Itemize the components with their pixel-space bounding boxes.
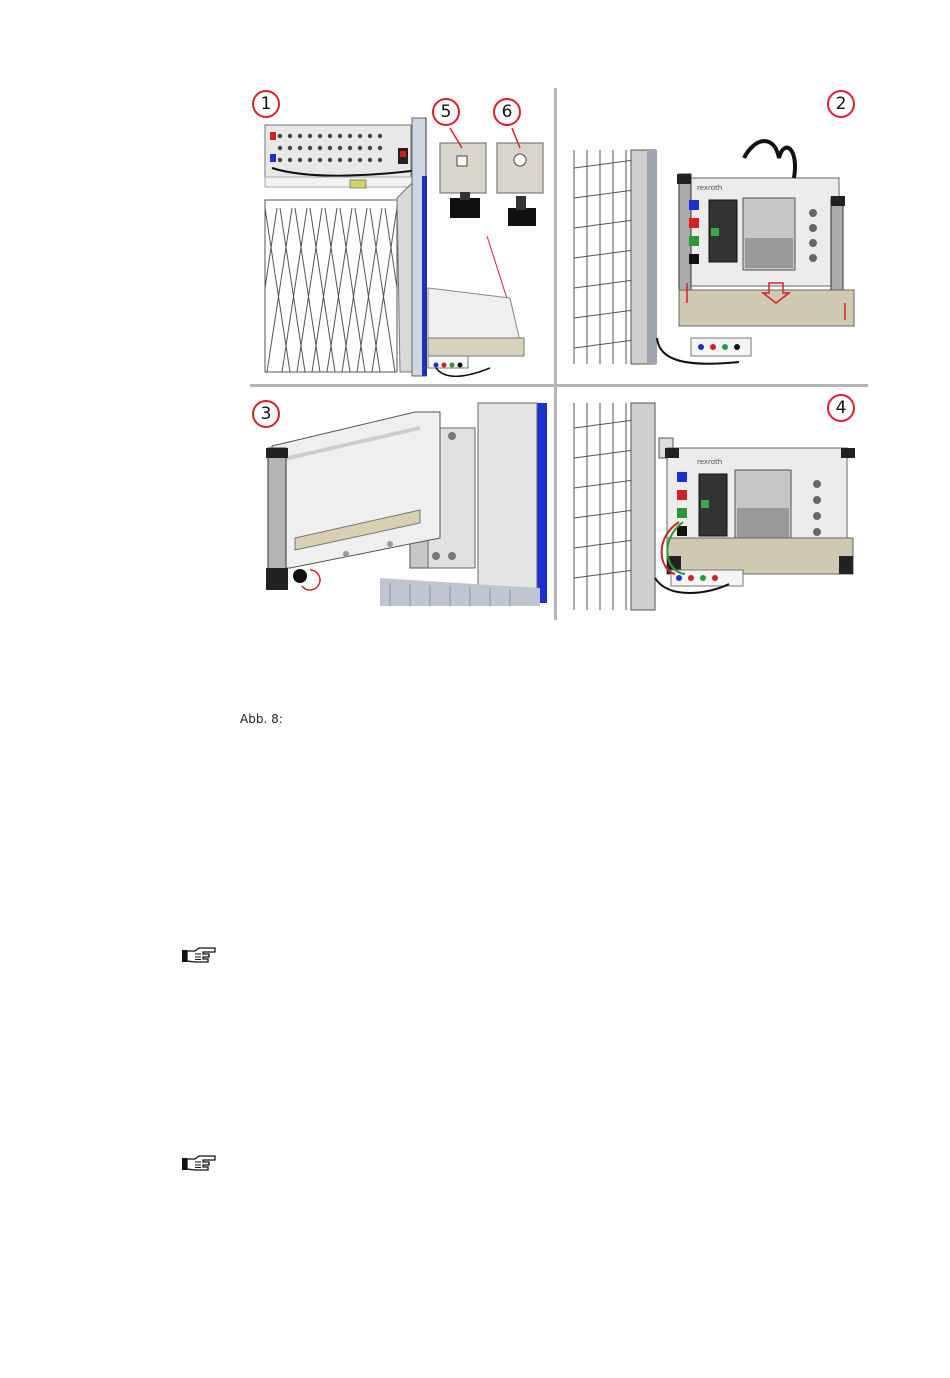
brand-label: rexroth [697, 184, 723, 192]
horizontal-divider [250, 384, 868, 387]
panel-1-image [250, 88, 552, 382]
assembly-figure [250, 88, 868, 620]
panel-2-image [559, 88, 868, 382]
callout-2: 2 [827, 90, 855, 118]
panel-4-image [559, 388, 868, 612]
callout-4: 4 [827, 394, 855, 422]
pointing-hand-icon [181, 1155, 217, 1173]
panel-3-image [250, 388, 552, 606]
figure-caption: Abb. 8: [240, 712, 283, 726]
callout-6: 6 [493, 98, 521, 126]
pointing-hand-icon [181, 947, 217, 965]
callout-5: 5 [432, 98, 460, 126]
vertical-divider [554, 88, 557, 620]
callout-1: 1 [252, 90, 280, 118]
callout-3: 3 [252, 400, 280, 428]
brand-label-4: rexroth [697, 458, 723, 466]
